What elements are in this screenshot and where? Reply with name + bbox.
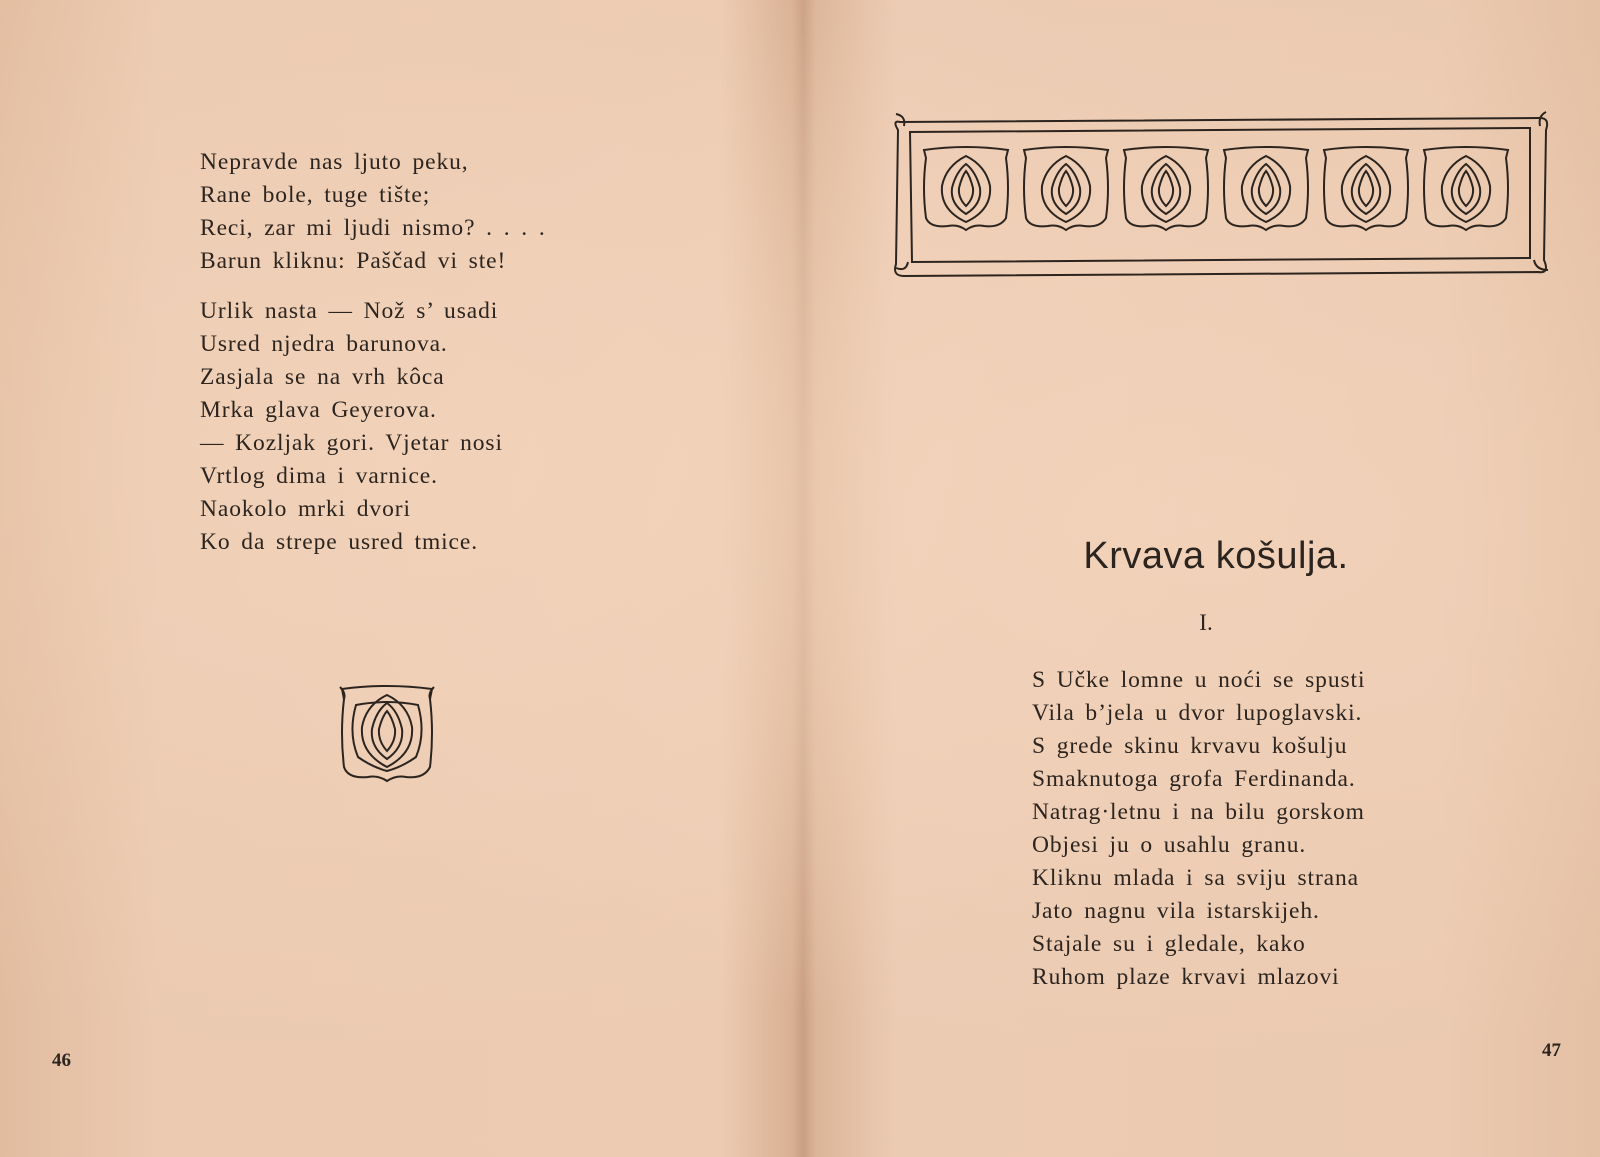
verse-line: Stajale su i gledale, kako bbox=[1032, 931, 1306, 957]
tulip-frieze-icon bbox=[890, 108, 1552, 280]
page-number: 47 bbox=[1542, 1040, 1561, 1061]
verse-line: Vrtlog dima i varnice. bbox=[200, 463, 438, 489]
verse-line: Barun kliknu: Paščad vi ste! bbox=[200, 248, 507, 274]
verse-line: Reci, zar mi ljudi nismo? . . . . bbox=[200, 215, 546, 241]
section-numeral: I. bbox=[1199, 610, 1213, 635]
tulip-ornament-icon bbox=[334, 683, 440, 783]
verse-line: Objesi ju o usahlu granu. bbox=[1032, 832, 1307, 858]
poem-title: Krvava košulja. bbox=[1083, 535, 1349, 578]
page-number: 46 bbox=[52, 1050, 71, 1071]
left-stanza-2 bbox=[200, 295, 503, 559]
verse-line: Zasjala se na vrh kôca bbox=[200, 364, 445, 390]
verse-line: Jato nagnu vila istarskijeh. bbox=[1032, 898, 1320, 924]
verse-line: Kliknu mlada i sa sviju strana bbox=[1032, 865, 1359, 891]
right-stanza-1 bbox=[1032, 664, 1365, 994]
verse-line: S grede skinu krvavu košulju bbox=[1032, 733, 1348, 759]
verse-line: Natrag·letnu i na bilu gorskom bbox=[1032, 799, 1365, 825]
verse-line: Mrka glava Geyerova. bbox=[200, 397, 437, 423]
verse-line: S Učke lomne u noći se spusti bbox=[1032, 667, 1366, 693]
verse-line: Smaknutoga grofa Ferdinanda. bbox=[1032, 766, 1356, 792]
verse-line: Urlik nasta — Nož s’ usadi bbox=[200, 298, 499, 324]
verse-line: — Kozljak gori. Vjetar nosi bbox=[200, 430, 503, 456]
verse-line: Ruhom plaze krvavi mlazovi bbox=[1032, 964, 1340, 990]
verse-line: Ko da strepe usred tmice. bbox=[200, 529, 478, 555]
verse-line: Nepravde nas ljuto peku, bbox=[200, 149, 469, 175]
verse-line: Naokolo mrki dvori bbox=[200, 496, 411, 522]
right-page bbox=[806, 0, 1600, 1157]
verse-line: Rane bole, tuge tište; bbox=[200, 182, 431, 208]
left-stanza-1 bbox=[200, 146, 546, 278]
verse-line: Usred njedra barunova. bbox=[200, 331, 448, 357]
verse-line: Vila b’jela u dvor lupoglavski. bbox=[1032, 700, 1363, 726]
